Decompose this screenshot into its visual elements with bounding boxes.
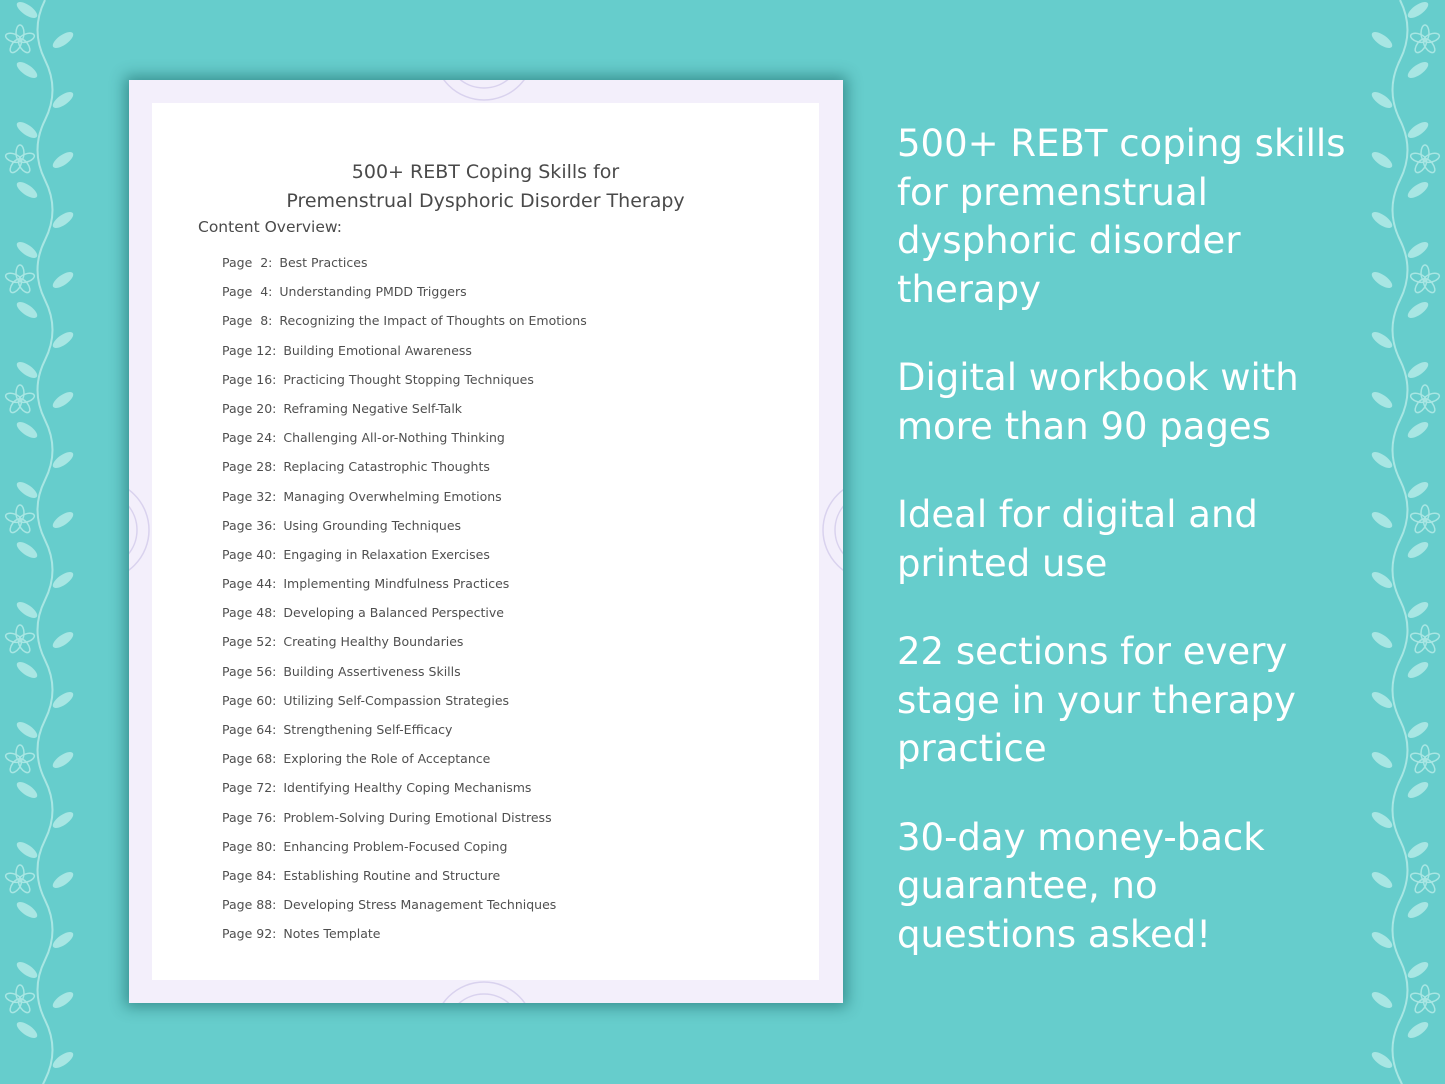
toc-entry bbox=[222, 284, 587, 313]
toc-page-number: Page 92: bbox=[222, 926, 277, 942]
document-title-line-1: 500+ REBT Coping Skills for bbox=[351, 161, 620, 183]
feature-text-line: more than 90 pages bbox=[897, 404, 1271, 448]
feature-text-line: 22 sections for every bbox=[897, 630, 1288, 673]
toc-entry bbox=[222, 664, 587, 693]
toc-page-number: Page 76: bbox=[222, 809, 277, 825]
toc-section-title: Recognizing the Impact of Thoughts on Emotions bbox=[279, 313, 587, 329]
feature-item bbox=[897, 120, 1417, 314]
feature-text-line: Digital workbook with bbox=[897, 356, 1299, 399]
toc-page-number: Page 36: bbox=[222, 517, 277, 533]
toc-entry bbox=[222, 372, 587, 401]
toc-page-number: Page 88: bbox=[222, 897, 277, 913]
toc-page-number: Page 68: bbox=[222, 751, 277, 767]
toc-section-title: Practicing Thought Stopping Techniques bbox=[283, 371, 534, 387]
toc-entry bbox=[222, 693, 587, 722]
toc-page-number: Page 32: bbox=[222, 488, 277, 504]
toc-section-title: Utilizing Self-Compassion Strategies bbox=[283, 692, 510, 708]
toc-page-number: Page 56: bbox=[222, 663, 277, 679]
toc-section-title: Problem-Solving During Emotional Distress bbox=[283, 809, 552, 825]
toc-entry bbox=[222, 780, 587, 809]
feature-item bbox=[897, 628, 1417, 774]
toc-page-number: Page 52: bbox=[222, 634, 277, 650]
feature-text-line: questions asked! bbox=[897, 912, 1212, 956]
toc-page-number: Page 64: bbox=[222, 722, 277, 737]
toc-section-title: Reframing Negative Self-Talk bbox=[283, 400, 463, 416]
toc-section-title: Notes Template bbox=[283, 926, 381, 942]
toc-section-title: Understanding PMDD Triggers bbox=[279, 284, 467, 300]
toc-page-number: Page 12: bbox=[222, 342, 277, 358]
page-content bbox=[152, 103, 819, 980]
toc-section-title: Challenging All-or-Nothing Thinking bbox=[283, 430, 505, 446]
feature-text-line: practice bbox=[897, 727, 1047, 770]
toc-entry bbox=[222, 897, 587, 926]
toc-section-title: Identifying Healthy Coping Mechanisms bbox=[283, 780, 532, 796]
toc-section-title: Replacing Catastrophic Thoughts bbox=[283, 459, 490, 475]
toc-entry bbox=[222, 605, 587, 634]
toc-entry bbox=[222, 459, 587, 488]
floral-vine-left bbox=[0, 0, 90, 1084]
feature-item bbox=[897, 814, 1417, 960]
feature-text-line: stage in your therapy bbox=[897, 678, 1296, 722]
toc-page-number: Page 28: bbox=[222, 459, 277, 475]
toc-page-number: Page 44: bbox=[222, 576, 277, 592]
feature-text-line: therapy bbox=[897, 267, 1041, 311]
toc-page-number: Page 2: bbox=[222, 255, 273, 270]
toc-page-number: Page 16: bbox=[222, 371, 277, 387]
toc-section-title: Building Emotional Awareness bbox=[283, 342, 472, 358]
toc-entry bbox=[222, 839, 587, 868]
toc-section-title: Strengthening Self-Efficacy bbox=[283, 722, 453, 737]
feature-list bbox=[897, 120, 1417, 999]
toc-page-number: Page 24: bbox=[222, 430, 277, 446]
toc-entry bbox=[222, 430, 587, 459]
toc-section-title: Enhancing Problem-Focused Coping bbox=[283, 838, 508, 854]
document-title-line-2: Premenstrual Dysphoric Disorder Therapy bbox=[286, 190, 685, 212]
feature-text-line: printed use bbox=[897, 541, 1108, 585]
toc-page-number: Page 60: bbox=[222, 692, 277, 708]
toc-section-title: Exploring the Role of Acceptance bbox=[283, 751, 491, 767]
feature-text-line: Ideal for digital and bbox=[897, 493, 1258, 536]
toc-entry bbox=[222, 255, 587, 284]
toc-section-title: Building Assertiveness Skills bbox=[283, 663, 461, 679]
feature-text-line: 30-day money-back bbox=[897, 815, 1265, 859]
toc-section-title: Using Grounding Techniques bbox=[283, 517, 462, 533]
toc-entry bbox=[222, 313, 587, 342]
table-of-contents bbox=[222, 255, 587, 956]
feature-text-line: dysphoric disorder bbox=[897, 219, 1241, 262]
toc-section-title: Creating Healthy Boundaries bbox=[283, 634, 464, 650]
toc-page-number: Page 20: bbox=[222, 400, 277, 416]
toc-entry bbox=[222, 810, 587, 839]
toc-section-title: Managing Overwhelming Emotions bbox=[283, 488, 502, 504]
toc-entry bbox=[222, 751, 587, 780]
workbook-page-preview bbox=[129, 80, 843, 1003]
toc-page-number: Page 40: bbox=[222, 546, 277, 562]
toc-entry bbox=[222, 634, 587, 663]
toc-entry bbox=[222, 576, 587, 605]
toc-entry bbox=[222, 547, 587, 576]
toc-entry bbox=[222, 722, 587, 751]
toc-section-title: Best Practices bbox=[279, 255, 368, 270]
toc-entry bbox=[222, 926, 587, 955]
toc-entry bbox=[222, 343, 587, 372]
document-title bbox=[152, 158, 819, 216]
toc-entry bbox=[222, 868, 587, 897]
toc-page-number: Page 72: bbox=[222, 780, 277, 796]
feature-item bbox=[897, 354, 1417, 451]
toc-section-title: Implementing Mindfulness Practices bbox=[283, 576, 510, 592]
toc-page-number: Page 8: bbox=[222, 313, 273, 329]
feature-text-line: 500+ REBT coping skills bbox=[897, 122, 1346, 165]
toc-section-title: Developing a Balanced Perspective bbox=[283, 605, 504, 621]
feature-item bbox=[897, 491, 1417, 588]
feature-text-line: for premenstrual bbox=[897, 170, 1208, 214]
toc-section-title: Engaging in Relaxation Exercises bbox=[283, 546, 490, 562]
feature-text-line: guarantee, no bbox=[897, 864, 1158, 907]
toc-page-number: Page 48: bbox=[222, 605, 277, 621]
toc-entry bbox=[222, 401, 587, 430]
toc-entry bbox=[222, 489, 587, 518]
toc-section-title: Developing Stress Management Techniques bbox=[283, 897, 557, 913]
toc-section-title: Establishing Routine and Structure bbox=[283, 867, 501, 883]
content-overview-heading: Content Overview: bbox=[198, 218, 342, 236]
toc-page-number: Page 84: bbox=[222, 867, 277, 883]
toc-page-number: Page 80: bbox=[222, 838, 277, 854]
toc-page-number: Page 4: bbox=[222, 284, 273, 300]
toc-entry bbox=[222, 518, 587, 547]
